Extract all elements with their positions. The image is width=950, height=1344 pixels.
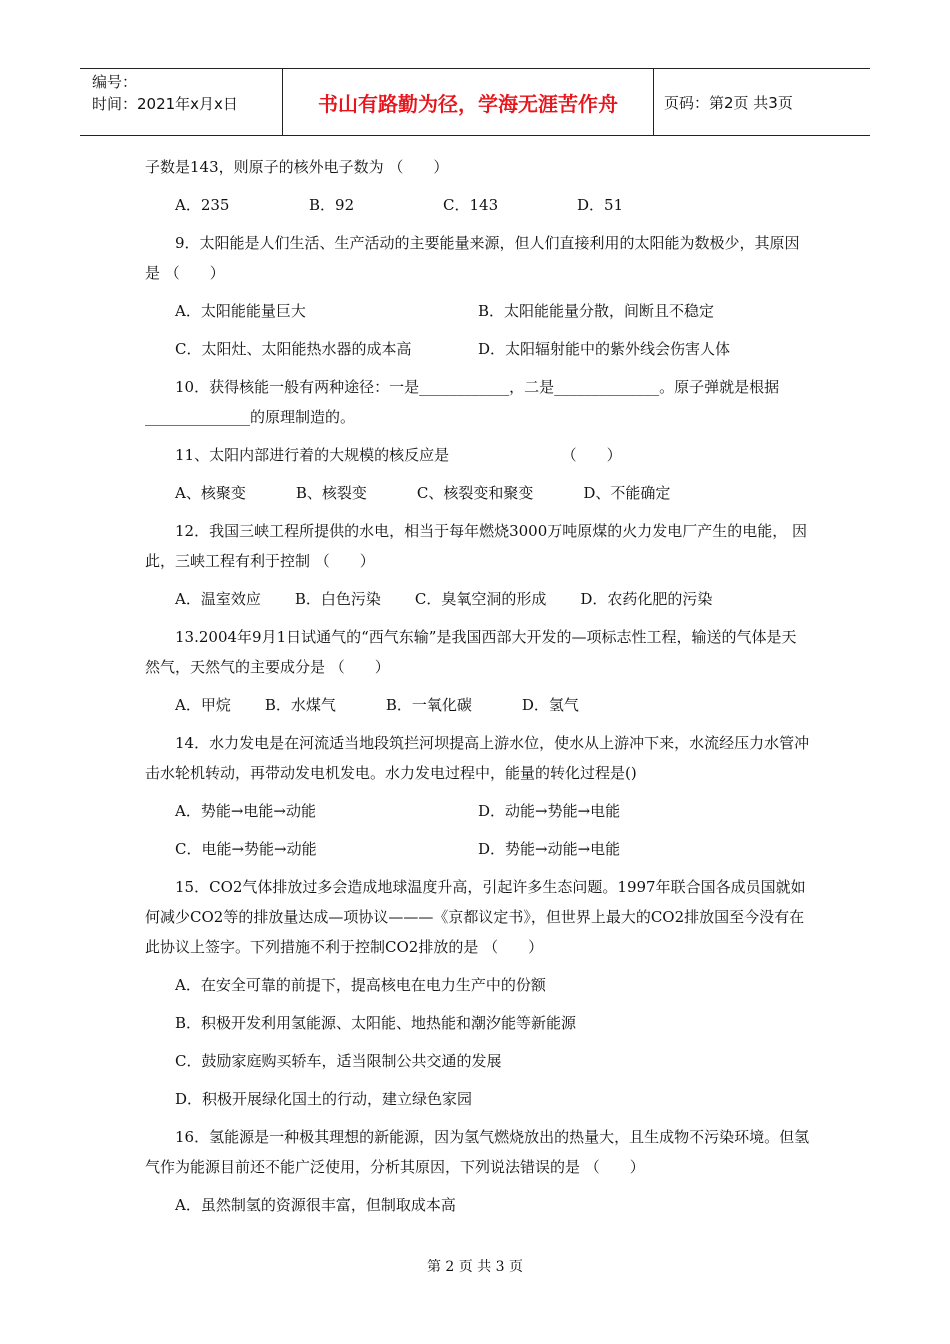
q13-option-d: D．氢气 <box>521 696 579 714</box>
q13-option-b: B．水煤气 <box>264 696 336 714</box>
q10-text: 10．获得核能一般有两种途径：一是____________，二是______________。原子弹就是根据______________的原理制造的。 <box>145 378 780 426</box>
q13-options <box>145 690 810 720</box>
header-left-cell <box>80 69 282 135</box>
q14-options-row1 <box>145 796 810 826</box>
q8-options <box>145 190 810 220</box>
q15-option-d: D．积极开展绿化国土的行动，建立绿色家园 <box>175 1090 473 1108</box>
q16-text: 16．氢能源是一种极其理想的新能源，因为氢气燃烧放出的热量大，且生成物不污染环境。但氢气作为能源目前还不能广泛使用，分析其原因，下列说法错误的是 （ ） <box>145 1128 810 1176</box>
q11-option-d: D、不能确定 <box>583 484 671 502</box>
q15-option-c: C．鼓励家庭购买轿车，适当限制公共交通的发展 <box>175 1052 502 1070</box>
q14-option-c: C．电能→势能→动能 <box>175 840 317 858</box>
q11-option-a: A、核聚变 <box>175 484 246 502</box>
q16-option-a: A．虽然制氢的资源很丰富，但制取成本高 <box>175 1196 456 1214</box>
q11-option-b: B、核裂变 <box>295 484 367 502</box>
q9-option-d: D．太阳辐射能中的紫外线会伤害人体 <box>478 340 731 358</box>
q9-options-row2 <box>145 334 810 364</box>
q9-option-c: C．太阳灶、太阳能热水器的成本高 <box>175 340 412 358</box>
time-label: 时间：2021年x月x日 <box>92 95 238 113</box>
q13-text: 13.2004年9月1日试通气的“西气东输”是我国西部大开发的—项标志性工程，输送的气体是天然气，天然气的主要成分是 （ ） <box>145 628 797 676</box>
q14-text: 14．水力发电是在河流适当地段筑拦河坝提高上游水位，使水从上游冲下来，水流经压力水管冲击水轮机转动，再带动发电机发电。水力发电过程中，能量的转化过程是() <box>145 734 810 782</box>
q12-option-d: D．农药化肥的污染 <box>580 590 713 608</box>
q9-text: 9．太阳能是人们生活、生产活动的主要能量来源，但人们直接利用的太阳能为数极少，其原因是 （ ） <box>145 234 800 282</box>
motto-text: 书山有路勤为径，学海无涯苦作舟 <box>318 91 618 116</box>
page-footer: 第 2 页 共 3 页 <box>426 1259 524 1275</box>
q12-option-b: B．白色污染 <box>294 590 381 608</box>
q9-option-a: A．太阳能能量巨大 <box>175 302 306 320</box>
page-header <box>80 68 870 136</box>
q11-options <box>145 478 810 508</box>
q8-option-b: B．92 <box>309 196 355 214</box>
q13-option-c: B．一氧化碳 <box>385 696 472 714</box>
q15-option-b: B．积极开发利用氢能源、太阳能、地热能和潮汐能等新能源 <box>175 1014 577 1032</box>
q8-tail: 子数是143，则原子的核外电子数为 （ ） <box>145 158 449 176</box>
q13-option-a: A．甲烷 <box>175 696 231 714</box>
header-motto-cell <box>282 69 654 135</box>
q15-option-a: A．在安全可靠的前提下，提高核电在电力生产中的份额 <box>175 976 546 994</box>
question-content <box>145 152 810 1228</box>
q11-text: 11、太阳内部进行着的大规模的核反应是 （ ） <box>175 446 622 464</box>
q12-text: 12．我国三峡工程所提供的水电，相当于每年燃烧3000万吨原煤的火力发电厂产生的电能， 因此，三峡工程有利于控制 （ ） <box>145 522 808 570</box>
q12-option-c: C．臭氧空洞的形成 <box>414 590 547 608</box>
q8-option-d: D．51 <box>577 196 624 214</box>
q14-option-b: D．动能→势能→电能 <box>478 802 621 820</box>
q15-text: 15．CO2气体排放过多会造成地球温度升高，引起许多生态问题。1997年联合国各成员国就如何减少CO2等的排放量达成—项协议———《京都议定书》，但世界上最大的CO2排放国至今没有在此协议上签字。下列措施不利于控制CO2排放的是 （ ） <box>145 878 806 956</box>
page-code: 页码：第2页 共3页 <box>664 93 793 112</box>
q9-options-row1 <box>145 296 810 326</box>
q14-option-d: D．势能→动能→电能 <box>478 840 621 858</box>
q8-option-c: C．143 <box>443 196 499 214</box>
q14-options-row2 <box>145 834 810 864</box>
q9-option-b: B．太阳能能量分散，间断且不稳定 <box>478 302 715 320</box>
q12-option-a: A．温室效应 <box>175 590 261 608</box>
q11-option-c: C、核裂变和聚变 <box>416 484 534 502</box>
header-right-cell <box>654 69 870 135</box>
number-label: 编号： <box>92 73 138 91</box>
q12-options <box>145 584 810 614</box>
q8-option-a: A．235 <box>175 196 230 214</box>
q14-option-a: A．势能→电能→动能 <box>175 802 316 820</box>
